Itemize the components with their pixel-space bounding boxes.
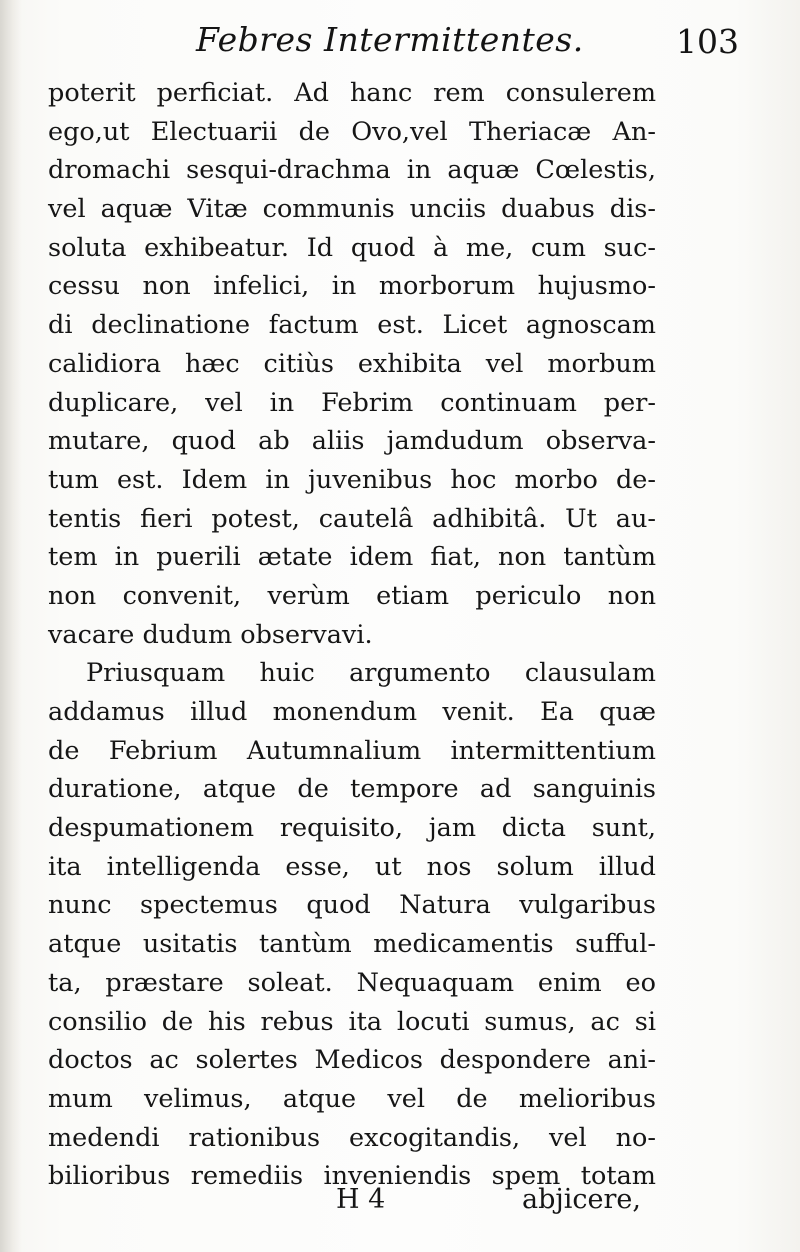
text-line: bilioribus remediis inveniendis spem totam <box>48 1161 656 1192</box>
text-line: ego,ut Electuarii de Ovo,vel Theriacæ An- <box>48 116 656 147</box>
text-line: duratione, atque de tempore ad sanguinis <box>48 774 656 805</box>
text-line: mutare, quod ab aliis jamdudum observa- <box>48 426 656 457</box>
text-line: despumationem requisito, jam dicta sunt, <box>48 813 656 844</box>
text-line: duplicare, vel in Febrim continuam per- <box>48 387 656 418</box>
text-line: Priusquam huic argumento clausulam <box>86 658 656 689</box>
text-line: nunc spectemus quod Natura vulgaribus <box>48 890 656 921</box>
signature-mark: H 4 <box>336 1184 386 1215</box>
text-line: tentis fieri potest, cautelâ adhibitâ. Ut au- <box>48 503 656 534</box>
text-line: non convenit, verùm etiam periculo non <box>48 580 656 611</box>
text-line: vel aquæ Vitæ communis unciis duabus dis- <box>48 194 656 225</box>
text-line: medendi rationibus excogitandis, vel no- <box>48 1122 656 1153</box>
running-head: Febres Intermittentes. <box>196 20 584 59</box>
page-number: 103 <box>676 22 739 61</box>
text-line: poterit perficiat. Ad hanc rem consulerem <box>48 78 656 108</box>
text-line: dromachi sesqui-drachma in aquæ Cœlestis, <box>48 155 656 186</box>
text-line: di declinatione factum est. Licet agnoscam <box>48 310 656 341</box>
text-line: atque usitatis tantùm medicamentis sufful- <box>48 929 656 960</box>
text-line: addamus illud monendum venit. Ea quæ <box>48 697 656 727</box>
text-line: consilio de his rebus ita locuti sumus, ac si <box>48 1006 656 1037</box>
body-text <box>48 74 656 1196</box>
text-line: soluta exhibeatur. Id quod à me, cum suc- <box>48 232 656 263</box>
text-line: cessu non infelici, in morborum hujusmo- <box>48 271 656 302</box>
catchword: abjicere, <box>522 1184 641 1215</box>
page-header <box>0 14 800 64</box>
text-line: doctos ac solertes Medicos despondere ani- <box>48 1045 656 1076</box>
text-line: vacare dudum observavi. <box>48 619 373 650</box>
gutter-shadow <box>0 0 22 1252</box>
text-line: mum velimus, atque vel de melioribus <box>48 1083 656 1114</box>
text-line: calidiora hæc citiùs exhibita vel morbum <box>48 348 656 379</box>
text-line: de Febrium Autumnalium intermittentium <box>48 735 656 766</box>
page-footer <box>0 1180 800 1224</box>
text-line: tum est. Idem in juvenibus hoc morbo de- <box>48 464 656 495</box>
text-line: tem in puerili ætate idem fiat, non tantùm <box>48 542 656 573</box>
text-line: ta, præstare soleat. Nequaquam enim eo <box>48 967 656 998</box>
text-line: ita intelligenda esse, ut nos solum illud <box>48 851 656 882</box>
